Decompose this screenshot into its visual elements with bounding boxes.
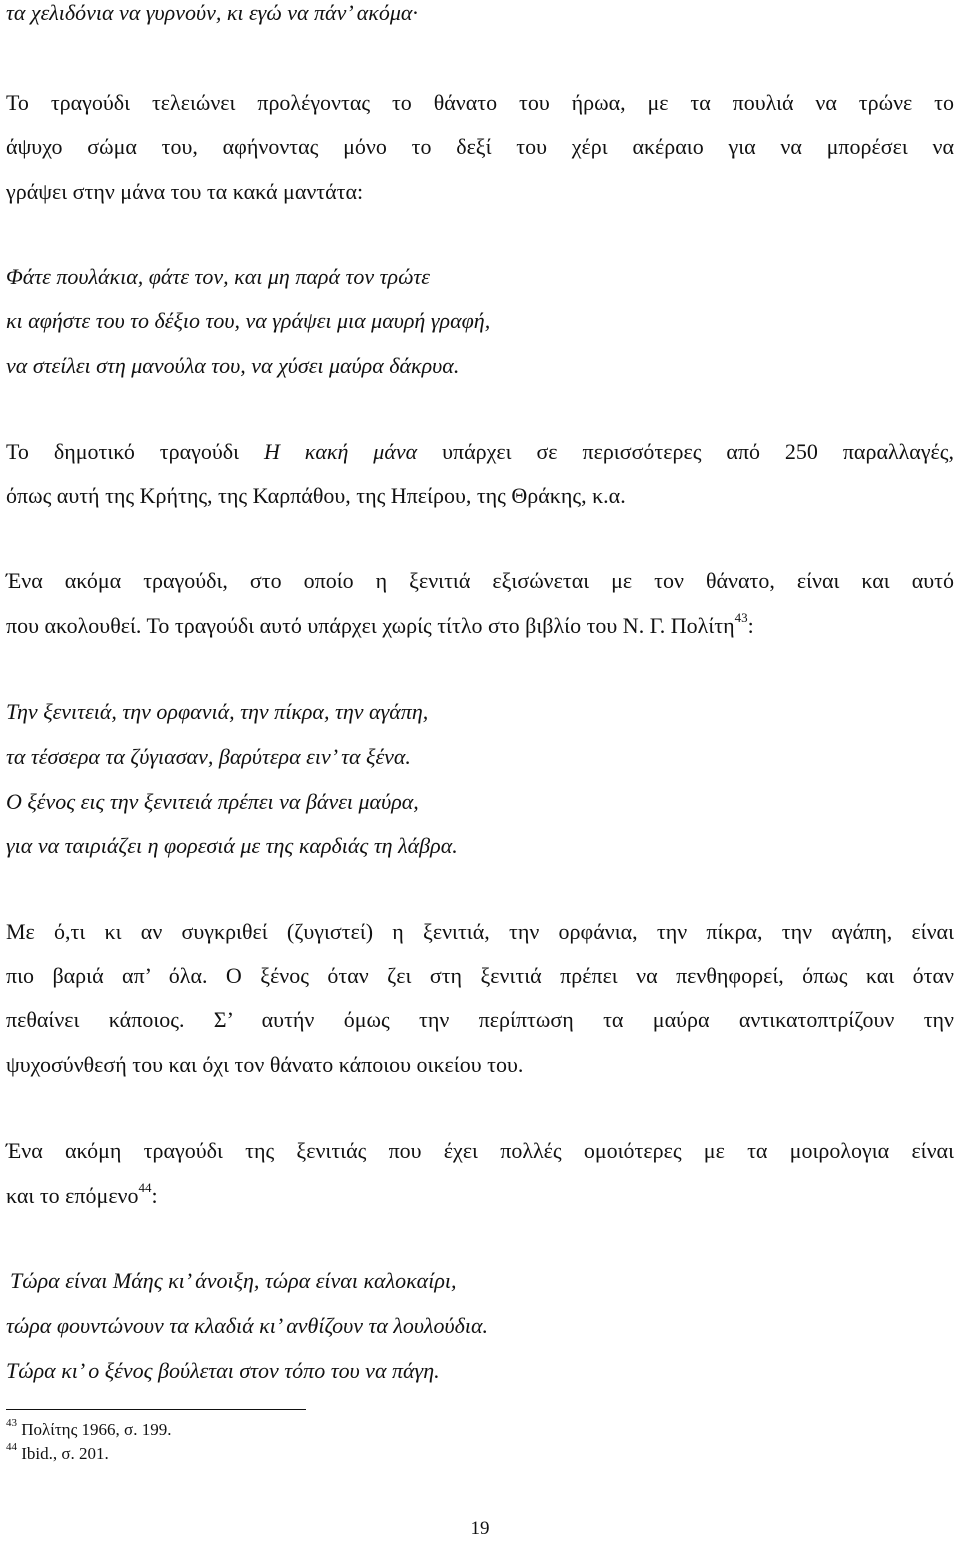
poem-line: Τώρα είναι Μάης κι’ άνοιξη, τώρα είναι καλοκαίρι, <box>10 1268 457 1293</box>
paragraph-text: που ακολουθεί. Το τραγούδι αυτό υπάρχει χωρίς τίτλο στο βιβλίο του Ν. Γ. Πολίτη <box>6 613 735 638</box>
poem-line: τα τέσσερα τα ζύγιασαν, βαρύτερα ειν’ τα ξένα. <box>6 744 411 769</box>
paragraph-line: γράψει στην μάνα του τα κακά μαντάτα: <box>6 179 364 204</box>
paragraph-text: Το δημοτικό τραγούδι <box>6 439 264 464</box>
poem-line: να στείλει στη μανούλα του, να χύσει μαύρα δάκρυα. <box>6 353 460 378</box>
poem-line: κι αφήστε του το δέξιο του, να γράψει μια μαυρή γραφή, <box>6 308 491 333</box>
paragraph-line: ψυχοσύνθεσή του και όχι τον θάνατο κάποιου οικείου του. <box>6 1052 524 1077</box>
paragraph-line: Ένα ακόμα τραγούδι, στο οποίο η ξενιτιά εξισώνεται με τον θάνατο, είναι και αυτό <box>6 568 954 593</box>
poem-line: Τώρα κι’ ο ξένος βούλεται στον τόπο του να πάγη. <box>6 1358 440 1383</box>
paragraph-text: και το επόμενο <box>6 1183 139 1208</box>
paragraph-line: Ένα ακόμη τραγούδι της ξενιτιάς που έχει πολλές ομοιότερες με τα μοιρολογια είναι <box>6 1138 954 1163</box>
paragraph-line: πιο βαριά απ’ όλα. Ο ξένος όταν ζει στη ξενιτιά πρέπει να πενθηφορεί, όπως και όταν <box>6 963 954 988</box>
footnote-ref[interactable]: 43 <box>734 609 748 625</box>
page-number: 19 <box>470 1518 490 1539</box>
paragraph-text: : <box>747 613 754 638</box>
paragraph-line <box>6 439 954 465</box>
footnote <box>6 1441 109 1464</box>
paragraph-text: υπάρχει σε περισσότερες από 250 παραλλαγές, <box>417 439 955 464</box>
poem-line: Φάτε πουλάκια, φάτε τον, και μη παρά τον τρώτε <box>6 264 430 289</box>
footnote-separator <box>6 1409 306 1410</box>
paragraph-line: όπως αυτή της Κρήτης, της Καρπάθου, της Ηπείρου, της Θράκης, κ.α. <box>6 483 626 508</box>
poem-line: τώρα φουντώνουν τα κλαδιά κι’ ανθίζουν τα λουλούδια. <box>6 1313 489 1338</box>
footnote-text: Ibid., σ. 201. <box>21 1444 109 1463</box>
paragraph-line: πεθαίνει κάποιος. Σ’ αυτήν όμως την περίπτωση τα μαύρα αντικατοπτρίζουν την <box>6 1007 954 1032</box>
paragraph-line: Με ό,τι κι αν συγκριθεί (ζυγιστεί) η ξενιτιά, την ορφάνια, την πίκρα, την αγάπη, είναι <box>6 919 954 944</box>
paragraph-line <box>6 1179 158 1209</box>
poem-line: τα χελιδόνια να γυρνούν, κι εγώ να πάν’ ακόμα· <box>6 0 418 25</box>
footnote-text: Πολίτης 1966, σ. 199. <box>21 1420 172 1439</box>
footnote-ref[interactable]: 44 <box>138 1179 152 1195</box>
footnote-number: 44 <box>6 1441 17 1454</box>
poem-line: Ο ξένος εις την ξενιτειά πρέπει να βάνει μαύρα, <box>6 789 419 814</box>
footnote-number: 43 <box>6 1417 17 1430</box>
song-title: Η κακή μάνα <box>263 439 418 464</box>
paragraph-line: άψυχο σώμα του, αφήνοντας μόνο το δεξί του χέρι ακέραιο για να μπορέσει να <box>6 134 954 159</box>
paragraph-line: Το τραγούδι τελειώνει προλέγοντας το θάνατο του ήρωα, με τα πουλιά να τρώνε το <box>6 90 954 115</box>
paragraph-line <box>6 609 754 639</box>
paragraph-text: : <box>151 1183 158 1208</box>
poem-line: για να ταιριάζει η φορεσιά με της καρδιάς τη λάβρα. <box>6 833 458 858</box>
poem-line: Την ξενιτειά, την ορφανιά, την πίκρα, την αγάπη, <box>6 699 429 724</box>
footnote <box>6 1417 172 1440</box>
